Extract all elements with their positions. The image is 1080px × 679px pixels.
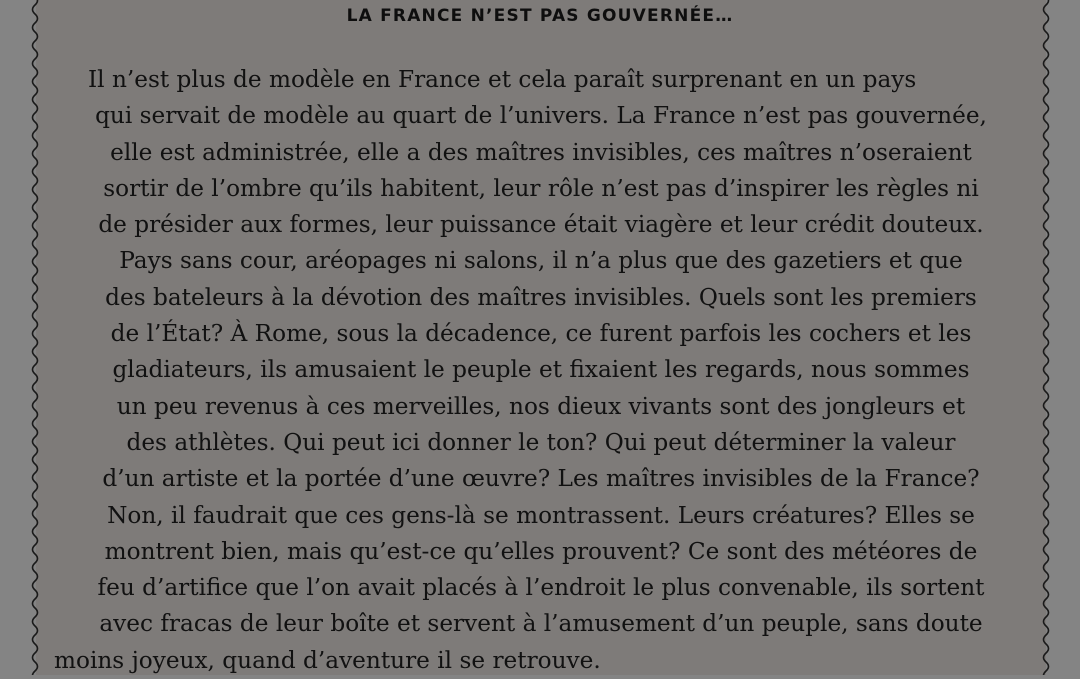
text-line: des bateleurs à la dévotion des maîtres invisibles. Quels sont les premiers <box>105 283 977 311</box>
text-line: de présider aux formes, leur puissance était viagère et leur crédit douteux. <box>98 211 984 239</box>
wavy-border-left <box>28 0 42 675</box>
text-line: des athlètes. Qui peut ici donner le ton? Qui peut déterminer la valeur <box>126 428 956 456</box>
text-line: elle est administrée, elle a des maîtres invisibles, ces maîtres n’oseraient <box>110 138 972 166</box>
text-line: montrent bien, mais qu’est-ce qu’elles prouvent? Ce sont des météores de <box>104 537 978 565</box>
text-line: avec fracas de leur boîte et servent à l’amusement d’un peuple, sans doute <box>99 610 983 638</box>
body-paragraph <box>46 62 1036 679</box>
text-line: un peu revenus à ces merveilles, nos dieux vivants sont des jongleurs et <box>116 392 966 420</box>
text-line: gladiateurs, ils amusaient le peuple et fixaient les regards, nous sommes <box>112 356 970 384</box>
text-line: qui servait de modèle au quart de l’univers. La France n’est pas gouvernée, <box>95 102 987 130</box>
text-line: Pays sans cour, aréopages ni salons, il n’a plus que des gazetiers et que <box>119 247 963 275</box>
text-line: feu d’artifice que l’on avait placés à l’endroit le plus convenable, ils sortent <box>97 574 985 602</box>
section-heading: LA FRANCE N’EST PAS GOUVERNÉE… <box>346 6 734 26</box>
text-line: d’un artiste et la portée d’une œuvre? Les maîtres invisibles de la France? <box>102 465 980 493</box>
text-line: de l’État? À Rome, sous la décadence, ce furent parfois les cochers et les <box>110 320 972 348</box>
text-line: sortir de l’ombre qu’ils habitent, leur rôle n’est pas d’inspirer les règles ni <box>103 174 979 202</box>
text-line: Non, il faudrait que ces gens-là se montrassent. Leurs créatures? Elles se <box>107 501 975 529</box>
wavy-border-right <box>1039 0 1053 675</box>
text-line: Il n’est plus de modèle en France et cela paraît surprenant en un pays <box>88 66 917 93</box>
text-line: moins joyeux, quand d’aventure il se retrouve. <box>54 646 601 674</box>
